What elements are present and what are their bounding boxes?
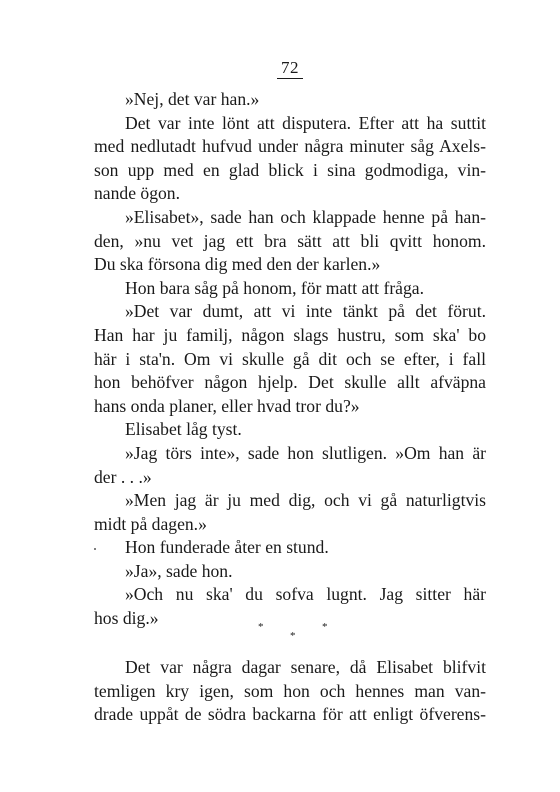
text-line: drade uppåt de södra backarna för att enligt öfverens- [94,704,486,725]
text-line: Det var inte lönt att disputera. Efter att ha suttit [125,112,486,133]
text-line: Det var några dagar senare, då Elisabet blifvit [125,657,486,677]
text-line: »Men jag är ju med dig, och vi gå naturligtvis [125,490,486,511]
text-line: »Jag törs inte», sade hon slutligen. »Om han är [125,442,486,463]
text-line: med nedlutadt hufvud under några minuter såg Axels- [94,136,486,157]
text-line: hon behöfver någon hjelp. Det skulle allt afväpna [94,372,486,393]
text-line: der . . .» [94,466,152,487]
text-line: Han har ju familj, någon slags hustru, som ska' bo [94,324,486,345]
text-block-continuation [94,656,486,727]
text-line: midt på dagen.» [94,513,207,534]
text-line: hans onda planer, eller hvad tror du?» [94,395,360,416]
text-line: Hon funderade åter en stund. [125,537,329,558]
stray-ink-mark [94,548,96,550]
text-line: Hon bara såg på honom, för matt att fråga. [125,277,424,298]
text-line: »Och nu ska' du sofva lugnt. Jag sitter här [125,584,486,605]
asterisk-2: * [322,621,328,633]
text-line: »Ja», sade hon. [125,560,233,581]
text-line: Du ska försona dig med den der karlen.» [94,254,381,275]
text-line: »Nej, det var han.» [125,89,260,109]
text-line: nande ögon. [94,183,180,204]
text-line: den, »nu vet jag ett bra sätt att bli qvitt honom. [94,230,486,251]
page-number-text: 72 [277,59,303,79]
asterisk-1: * [258,621,264,633]
section-break [0,620,560,650]
text-line: här i sta'n. Om vi skulle gå dit och se efter, i fall [94,348,486,369]
text-line: »Elisabet», sade han och klappade henne på han- [125,206,486,227]
text-line: »Det var dumt, att vi inte tänkt på det förut. [125,301,486,322]
text-line: temligen kry igen, som hon och hennes man van- [94,680,486,701]
text-block-main [94,88,486,631]
text-line: hos dig.» [94,608,159,629]
asterisk-3: * [290,630,296,642]
text-line: Elisabet låg tyst. [125,419,242,440]
text-line: son upp med en glad blick i sina godmodiga, vin- [94,159,486,180]
page-number [0,58,560,79]
